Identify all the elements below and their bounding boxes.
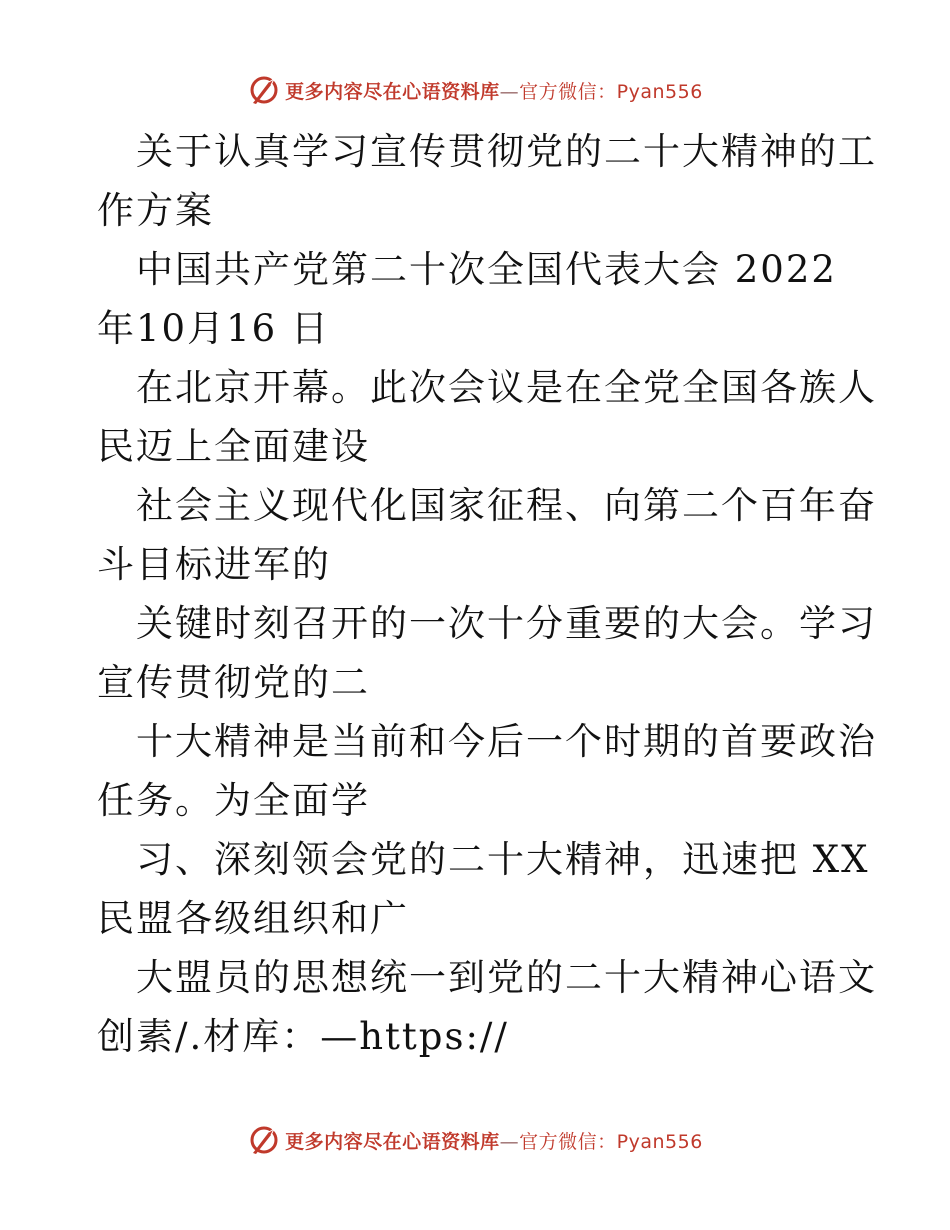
body-paragraph: 十大精神是当前和今后一个时期的首要政治任务。为全面学 xyxy=(97,720,877,822)
document-title: 关于认真学习宣传贯彻党的二十大精神的工作方案 xyxy=(97,130,877,232)
body-paragraph: 中国共产党第二十次全国代表大会 2022 年10月16 日 xyxy=(97,248,837,350)
header-banner-wechat: 官方微信：Pyan556 xyxy=(519,80,703,103)
header-banner xyxy=(0,70,950,110)
footer-banner-text xyxy=(285,1127,703,1154)
body-paragraph: 关键时刻召开的一次十分重要的大会。学习宣传贯彻党的二 xyxy=(97,602,877,704)
header-banner-lead: 更多内容尽在心语资料库 xyxy=(285,80,500,103)
quill-pen-circle-icon xyxy=(247,73,281,107)
footer-banner xyxy=(0,1120,950,1160)
footer-banner-wechat: 官方微信：Pyan556 xyxy=(519,1130,703,1153)
body-paragraph: 大盟员的思想统一到党的二十大精神心语文创素/.材库：—https:// xyxy=(97,956,877,1058)
quill-pen-circle-icon xyxy=(247,1123,281,1157)
document-body xyxy=(97,122,877,1066)
body-paragraph: 在北京开幕。此次会议是在全党全国各族人民迈上全面建设 xyxy=(97,366,877,468)
footer-banner-lead: 更多内容尽在心语资料库 xyxy=(285,1130,500,1153)
body-paragraph: 习、深刻领会党的二十大精神，迅速把 XX 民盟各级组织和广 xyxy=(97,838,870,940)
header-banner-separator: — xyxy=(499,80,520,103)
footer-banner-separator: — xyxy=(499,1130,520,1153)
header-banner-text xyxy=(285,77,703,104)
body-paragraph: 社会主义现代化国家征程、向第二个百年奋斗目标进军的 xyxy=(97,484,877,586)
